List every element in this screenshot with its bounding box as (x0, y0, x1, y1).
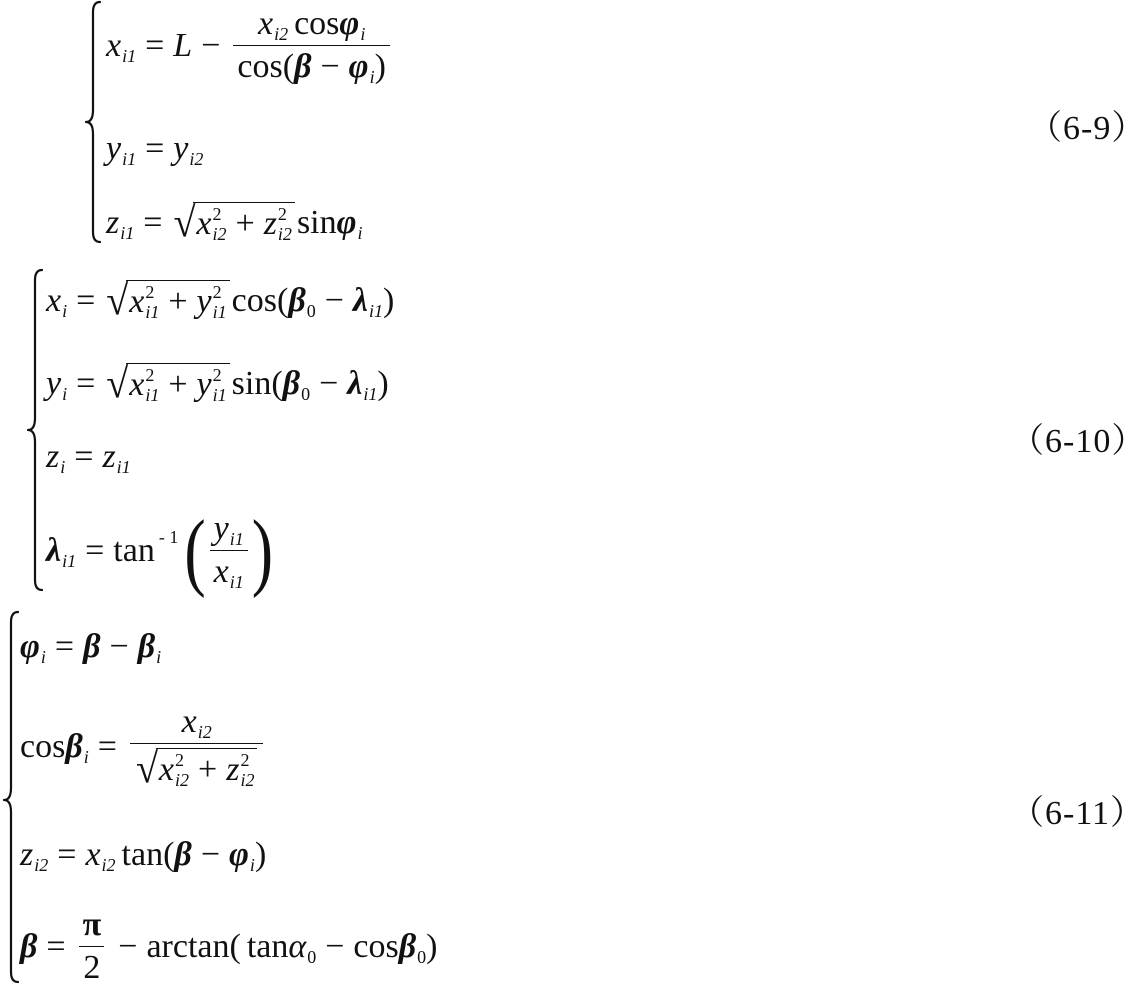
left-brace (84, 0, 102, 245)
equation-line: z i1 = √ x 2 i2 + z 2 i2 sin φ i (106, 198, 363, 247)
equation-line: y i1 = y i2 (106, 129, 204, 169)
fraction: y i1 x i1 (210, 512, 248, 589)
equation-6-11 (0, 610, 1146, 988)
equation-line: y i = √ x 2 i1 + y 2 i1 sin ( β 0 − λ i1 ) (46, 359, 389, 408)
equation-6-9 (0, 0, 1146, 247)
equation-line: x i = √ x 2 i1 + y 2 i1 cos ( β 0 − λ i1 ) (46, 276, 395, 325)
equation-line: cos β i = x i2 √ x 2 i2 + z 2 i2 (20, 746, 267, 747)
equation-line: z i2 = x i2 tan ( β − φ i ) (20, 835, 267, 875)
fraction: x i2 cos φ i cos ( β − φ i ) (233, 7, 390, 84)
equation-line: φ i = β − β i (20, 627, 162, 667)
equation-line: x i1 = L − x i2 cos φ i cos ( β − φ i ) (106, 45, 394, 46)
square-root: √ x 2 i2 + z 2 i2 (136, 748, 258, 789)
equation-line: β = $\frac{\pi}{2}$ − arctan ( tan α 0 − cos β 0 ) (20, 906, 438, 986)
square-root: √ x 2 i1 + y 2 i1 (106, 363, 229, 404)
fraction: x i2 √ x 2 i2 + z 2 i2 (130, 705, 264, 789)
left-brace (2, 610, 20, 985)
equation-number: （6-11） (1010, 795, 1146, 832)
left-brace (26, 268, 44, 593)
fraction: $\frac{\pi}{2}$ (79, 908, 106, 985)
equation-line: z i = z i1 (46, 437, 131, 477)
equation-6-10 (0, 268, 1146, 598)
equation-number: （6-10） (1010, 423, 1146, 460)
equation-number: （6-9） (1028, 110, 1146, 147)
square-root: √ x 2 i2 + z 2 i2 (173, 202, 295, 243)
square-root: √ x 2 i1 + y 2 i1 (106, 280, 229, 321)
equation-line: λ i1 = tan - 1 ( y i1 x i1 ) (46, 501, 274, 598)
